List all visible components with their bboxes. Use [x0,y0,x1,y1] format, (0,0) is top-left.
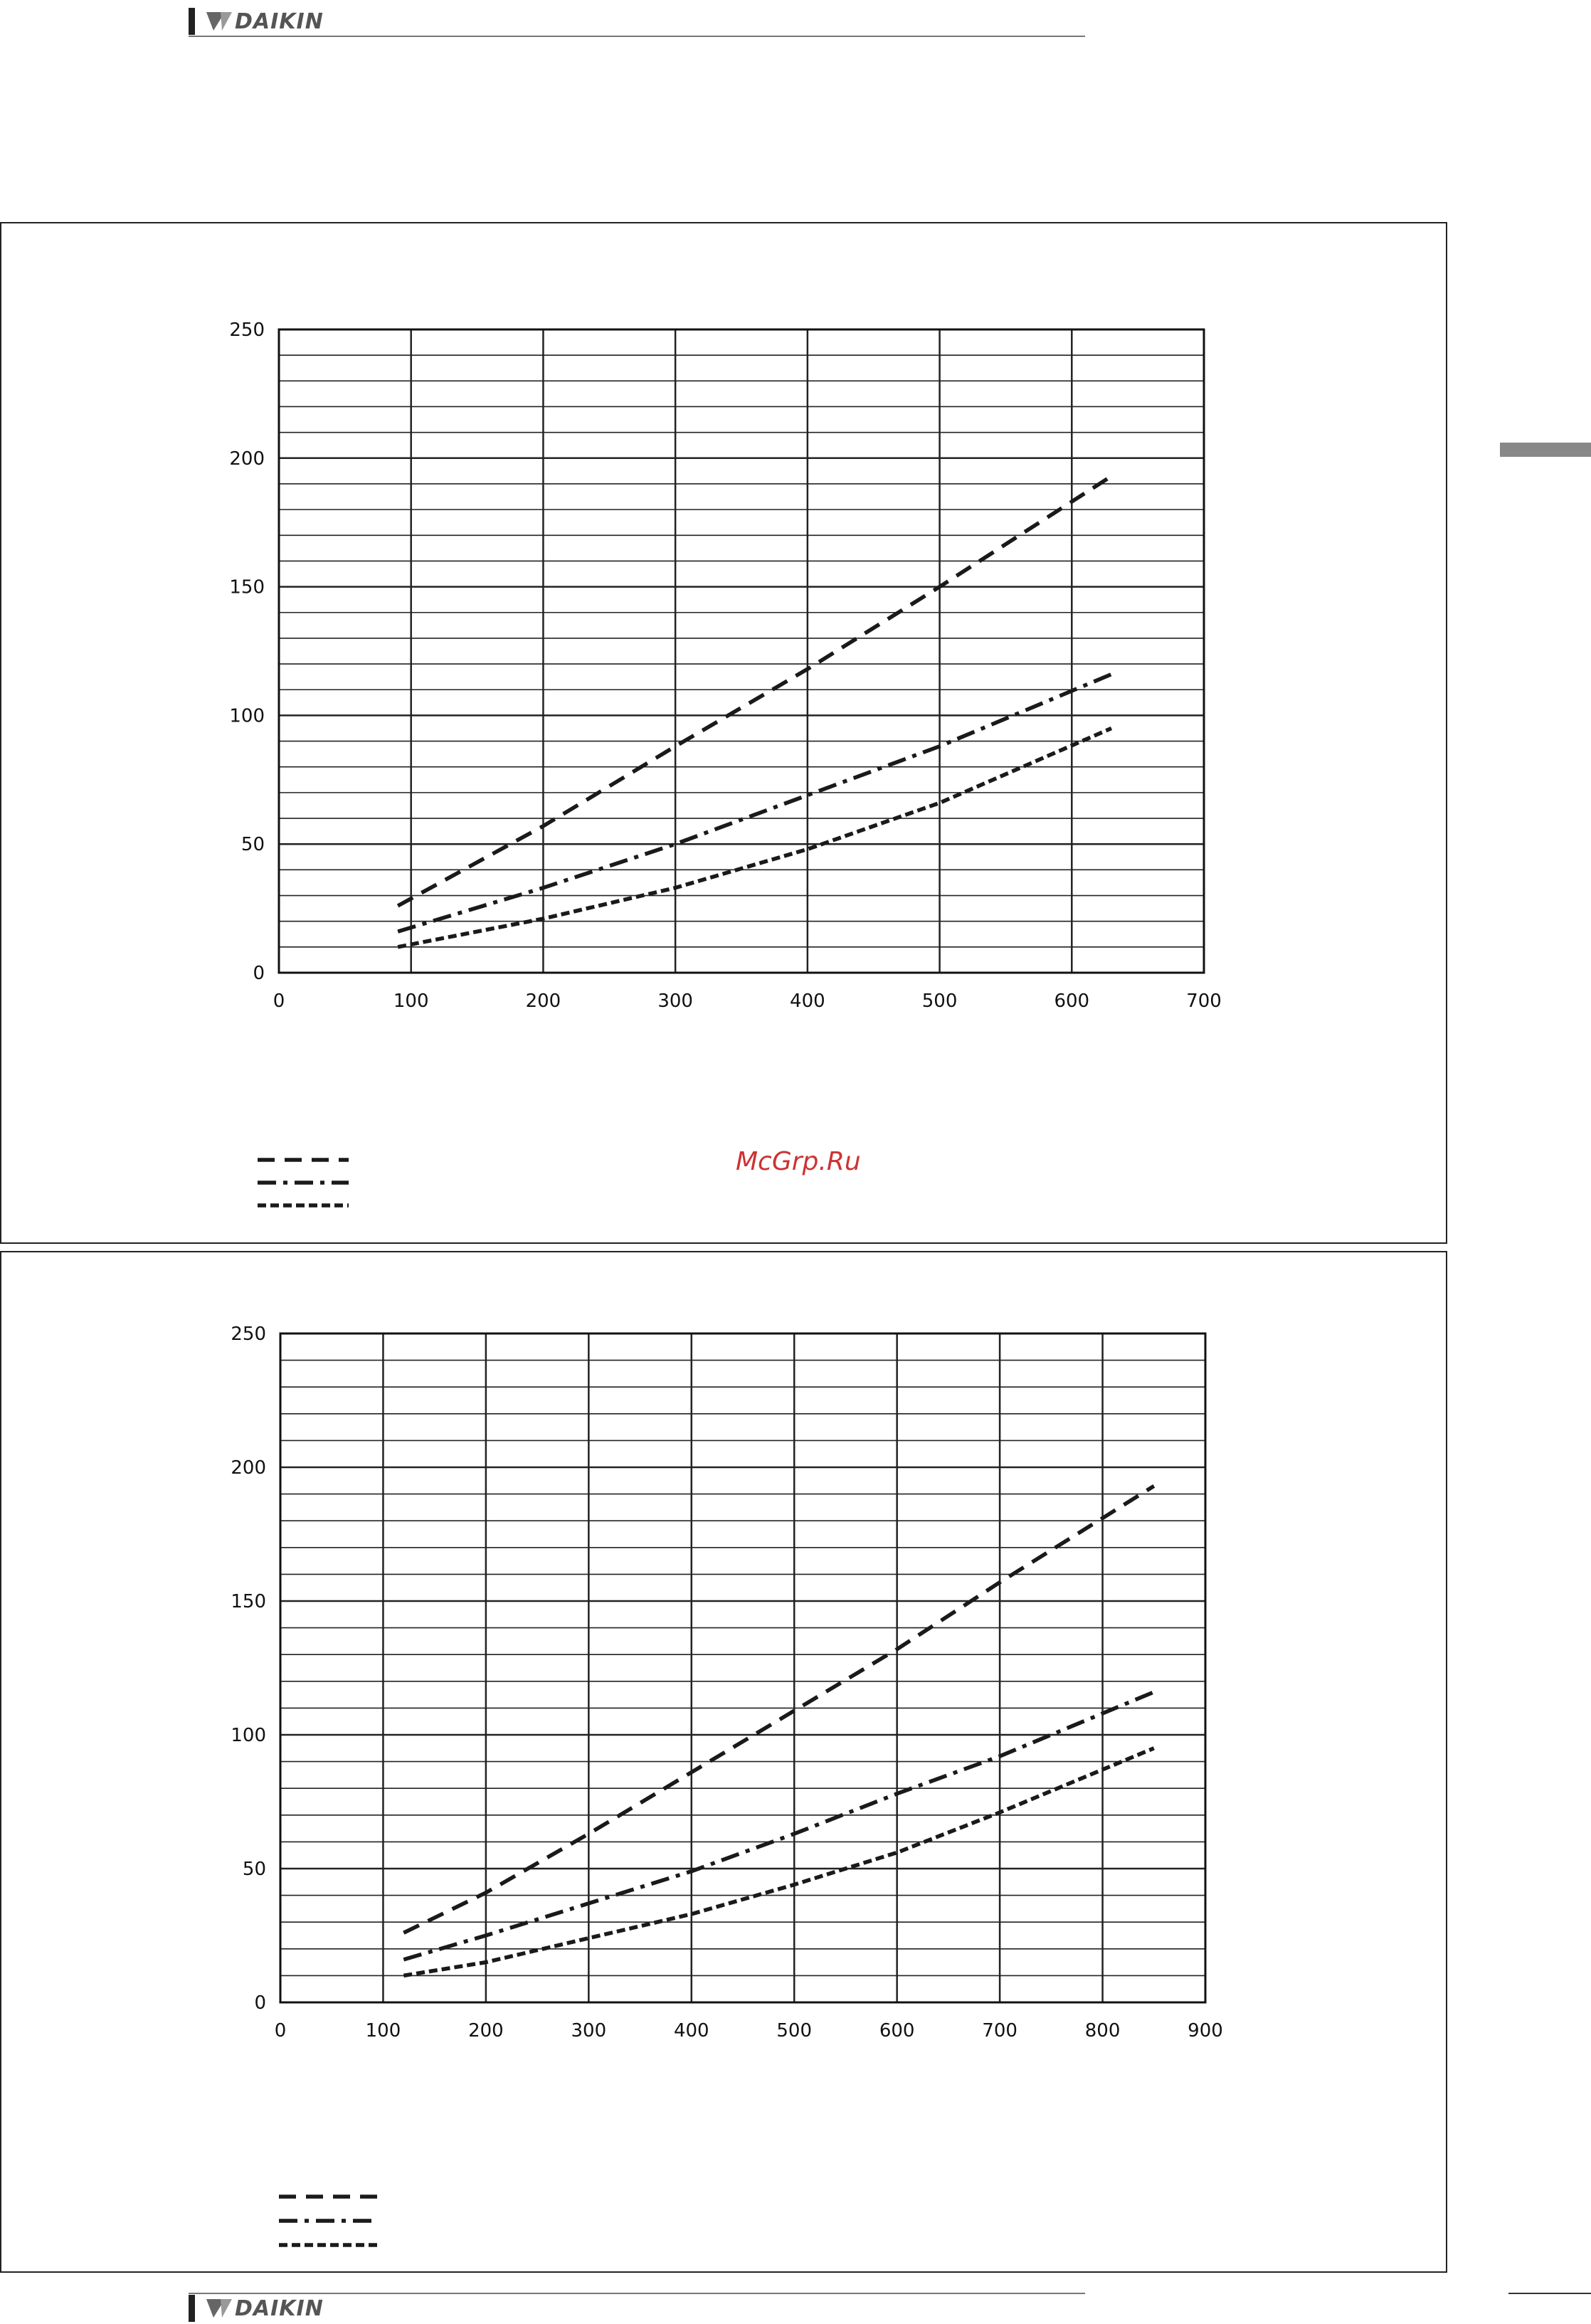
header-brand: DAIKIN [235,9,324,34]
chart-1 [1,223,1446,1242]
series-line-2 [398,675,1111,932]
footer-logo [189,2293,324,2324]
x-tick-label: 300 [571,2020,607,2042]
x-tick-label: 400 [790,991,825,1012]
y-tick-label: 250 [229,319,265,341]
x-tick-label: 200 [468,2020,504,2042]
series-line-3 [403,1748,1153,1976]
y-tick-label: 150 [229,576,265,598]
x-tick-label: 300 [657,991,693,1012]
series-line-2 [403,1692,1153,1960]
x-tick-label: 600 [1054,991,1090,1012]
y-tick-label: 100 [229,705,265,727]
x-tick-label: 700 [1186,991,1222,1012]
x-tick-label: 500 [921,991,958,1012]
x-tick-label: 900 [1188,2020,1223,2042]
y-tick-label: 200 [231,1457,266,1479]
header-logo [189,6,324,37]
header-rule [189,36,1085,37]
chart-2 [1,1252,1446,2271]
series-line-3 [398,728,1111,946]
x-tick-label: 700 [982,2020,1018,2042]
y-tick-label: 200 [229,448,265,470]
y-tick-label: 50 [242,1859,266,1880]
y-tick-label: 0 [253,963,265,984]
x-tick-label: 500 [776,2020,813,2042]
gridlines [280,1333,1205,2002]
plot-frame [279,329,1204,973]
daikin-mark-icon [206,11,232,32]
y-tick-label: 50 [240,834,265,856]
x-tick-label: 400 [673,2020,709,2042]
footer-brand: DAIKIN [235,2296,324,2321]
x-tick-label: 100 [365,2020,401,2042]
gridlines [279,329,1204,973]
series-line-1 [403,1486,1153,1933]
chart-panel-2 [0,1251,1447,2273]
y-tick-label: 0 [254,1992,266,2014]
x-tick-label: 800 [1084,2020,1121,2042]
x-tick-label: 100 [393,991,429,1012]
daikin-mark-icon [206,2298,232,2319]
plot-frame [280,1333,1205,2002]
footer-side-rule [1508,2293,1591,2294]
side-tab-marker [1500,443,1591,457]
series-line-1 [398,476,1111,906]
x-tick-label: 0 [274,2020,287,2042]
chart-panel-1 [0,222,1447,1244]
x-tick-label: 200 [525,991,561,1012]
logo-bar [189,2295,195,2322]
y-tick-label: 100 [231,1725,266,1746]
watermark: McGrp.Ru [736,1147,861,1176]
x-tick-label: 0 [273,991,285,1012]
logo-bar [189,8,195,35]
x-tick-label: 600 [879,2020,915,2042]
y-tick-label: 250 [231,1324,266,1345]
y-tick-label: 150 [231,1591,266,1612]
